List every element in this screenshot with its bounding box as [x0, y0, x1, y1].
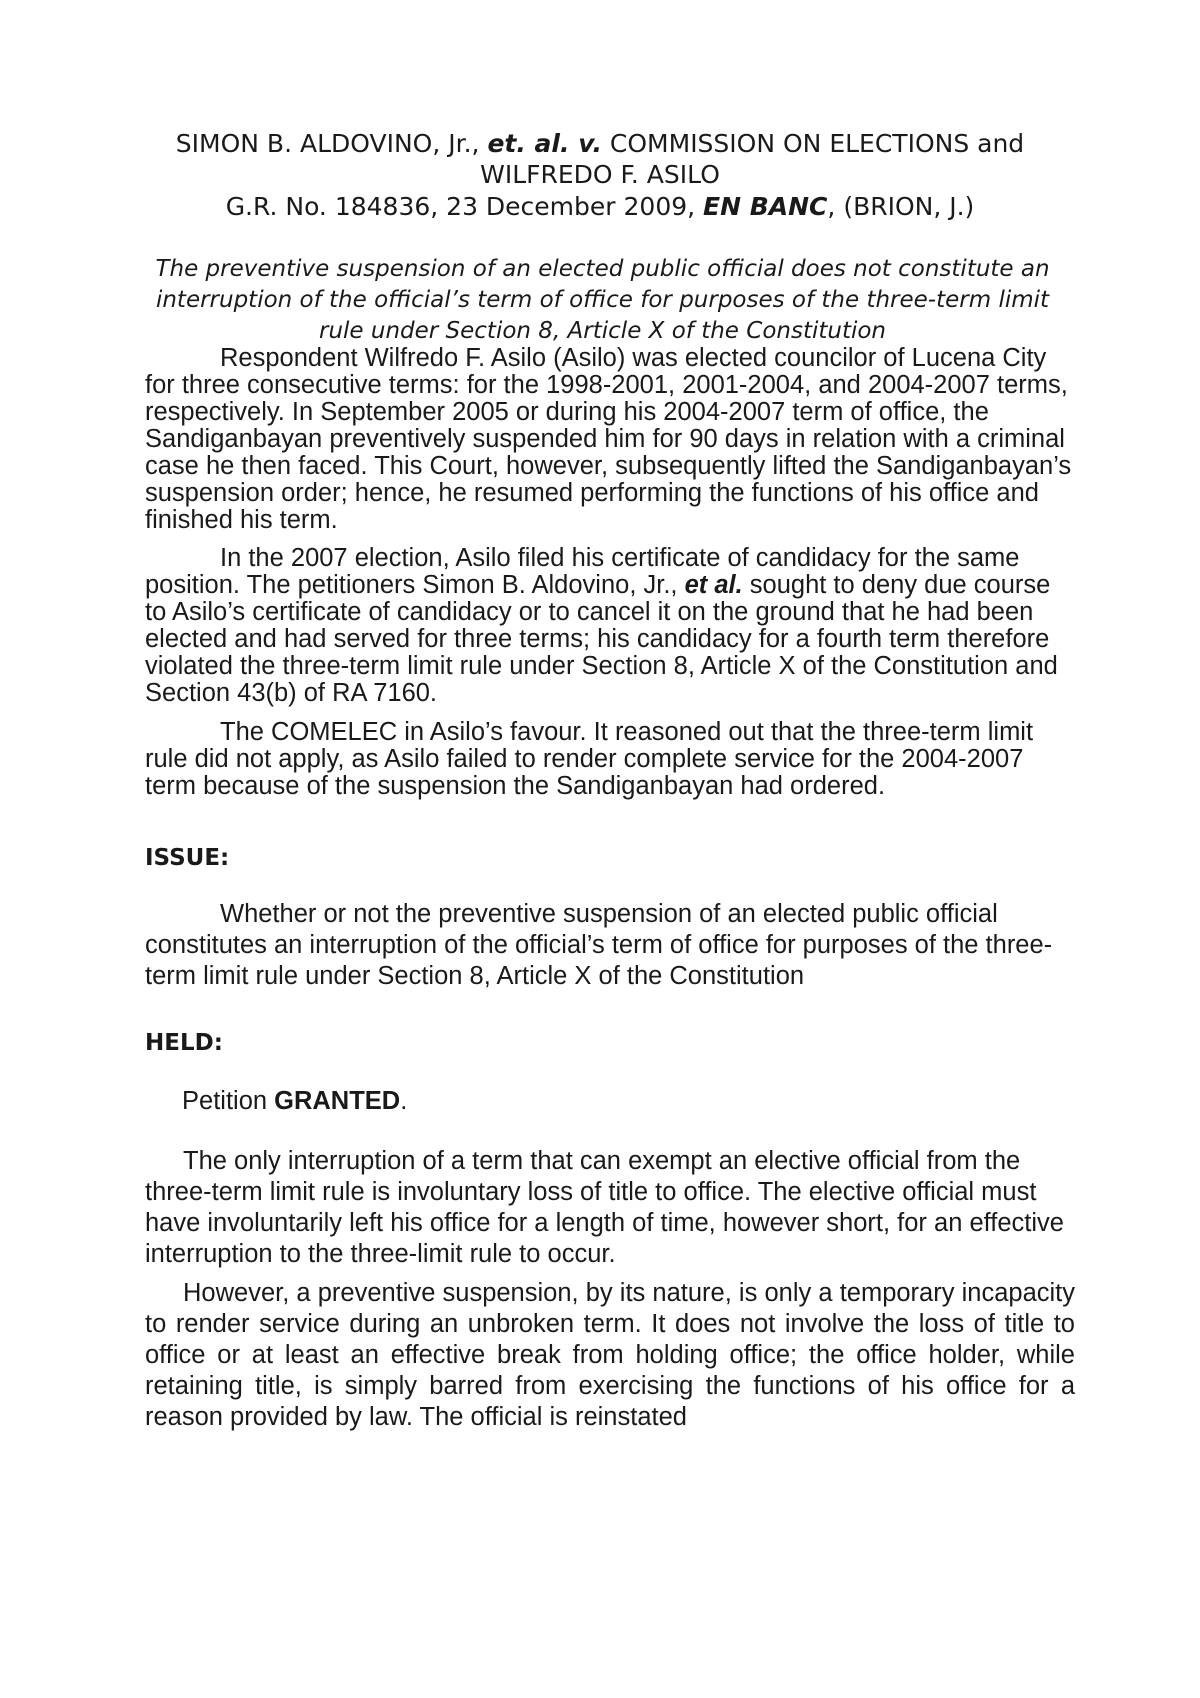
case-citation: G.R. No. 184836, 23 December 2009, EN BANC, (BRION, J.) — [225, 192, 975, 221]
ruling-granted: GRANTED — [274, 1087, 401, 1115]
held-heading: HELD: — [145, 1030, 223, 1056]
facts-paragraph-1: Respondent Wilfredo F. Asilo (Asilo) was elected councilor of Lucena City for three consecutive terms: for the 1998-2001, 2001-2004, and 2004-2007 terms, respectively. In September 2005 or during his 2004-2007 term of office, the Sandiganbayan preventively suspended him for 90 days in relation with a criminal case he then faced. This Court, however, subsequently lifted the Sandiganbayan’s suspension order; hence, he resumed performing the functions of his office and finished his term. — [145, 344, 1072, 534]
et-al-italic: et al. — [684, 571, 743, 599]
doctrine-summary: The preventive suspension of an elected public official does not constitute an interruption of the official’s term of office for purposes of the three-term limit rule under Section 8, Article X of the Constitution — [155, 256, 1050, 344]
petition-ruling: Petition GRANTED. — [182, 1087, 408, 1115]
case-title-line-1: SIMON B. ALDOVINO, Jr., et. al. v. COMMISSION ON ELECTIONS and — [175, 129, 1025, 158]
facts-paragraph-2: In the 2007 election, Asilo filed his certificate of candidacy for the same position. The petitioners Simon B. Aldovino, Jr., et al. sought to deny due course to Asilo’s certificate of candidacy or to cancel it on the ground that he had been elected and had served for three terms; his candidacy for a fourth term therefore violated the three-term limit rule under Section 8, Article X of the Constitution and Section 43(b) of RA 7160. — [145, 544, 1058, 707]
held-paragraph-1: The only interruption of a term that can exempt an elective official from the three-term limit rule is involuntary loss of title to office. The elective official must have involuntarily left his office for a length of time, however short, for an effective interruption to the three-limit rule to occur. — [145, 1147, 1064, 1268]
issue-text: Whether or not the preventive suspension of an elected public official constitutes an interruption of the official’s term of office for purposes of the three-term limit rule under Section 8, Article X of the Constitution — [145, 900, 1053, 990]
et-al-versus: et. al. v. — [487, 129, 602, 158]
issue-heading: ISSUE: — [145, 845, 230, 871]
held-paragraph-2: However, a preventive suspension, by its nature, is only a temporary incapacity to render service during an unbroken term. It does not involve the loss of title to office or at least an effective break from holding office; the office holder, while retaining title, is simply barred from exercising the functions of his office for a reason provided by law. The official is reinstated — [145, 1279, 1075, 1431]
en-banc: EN BANC — [703, 192, 828, 221]
facts-paragraph-3: The COMELEC in Asilo’s favour. It reasoned out that the three-term limit rule did not apply, as Asilo failed to render complete service for the 2004-2007 term because of the suspension the Sandiganbayan had ordered. — [145, 718, 1034, 800]
case-title-line-2: WILFREDO F. ASILO — [480, 160, 720, 189]
